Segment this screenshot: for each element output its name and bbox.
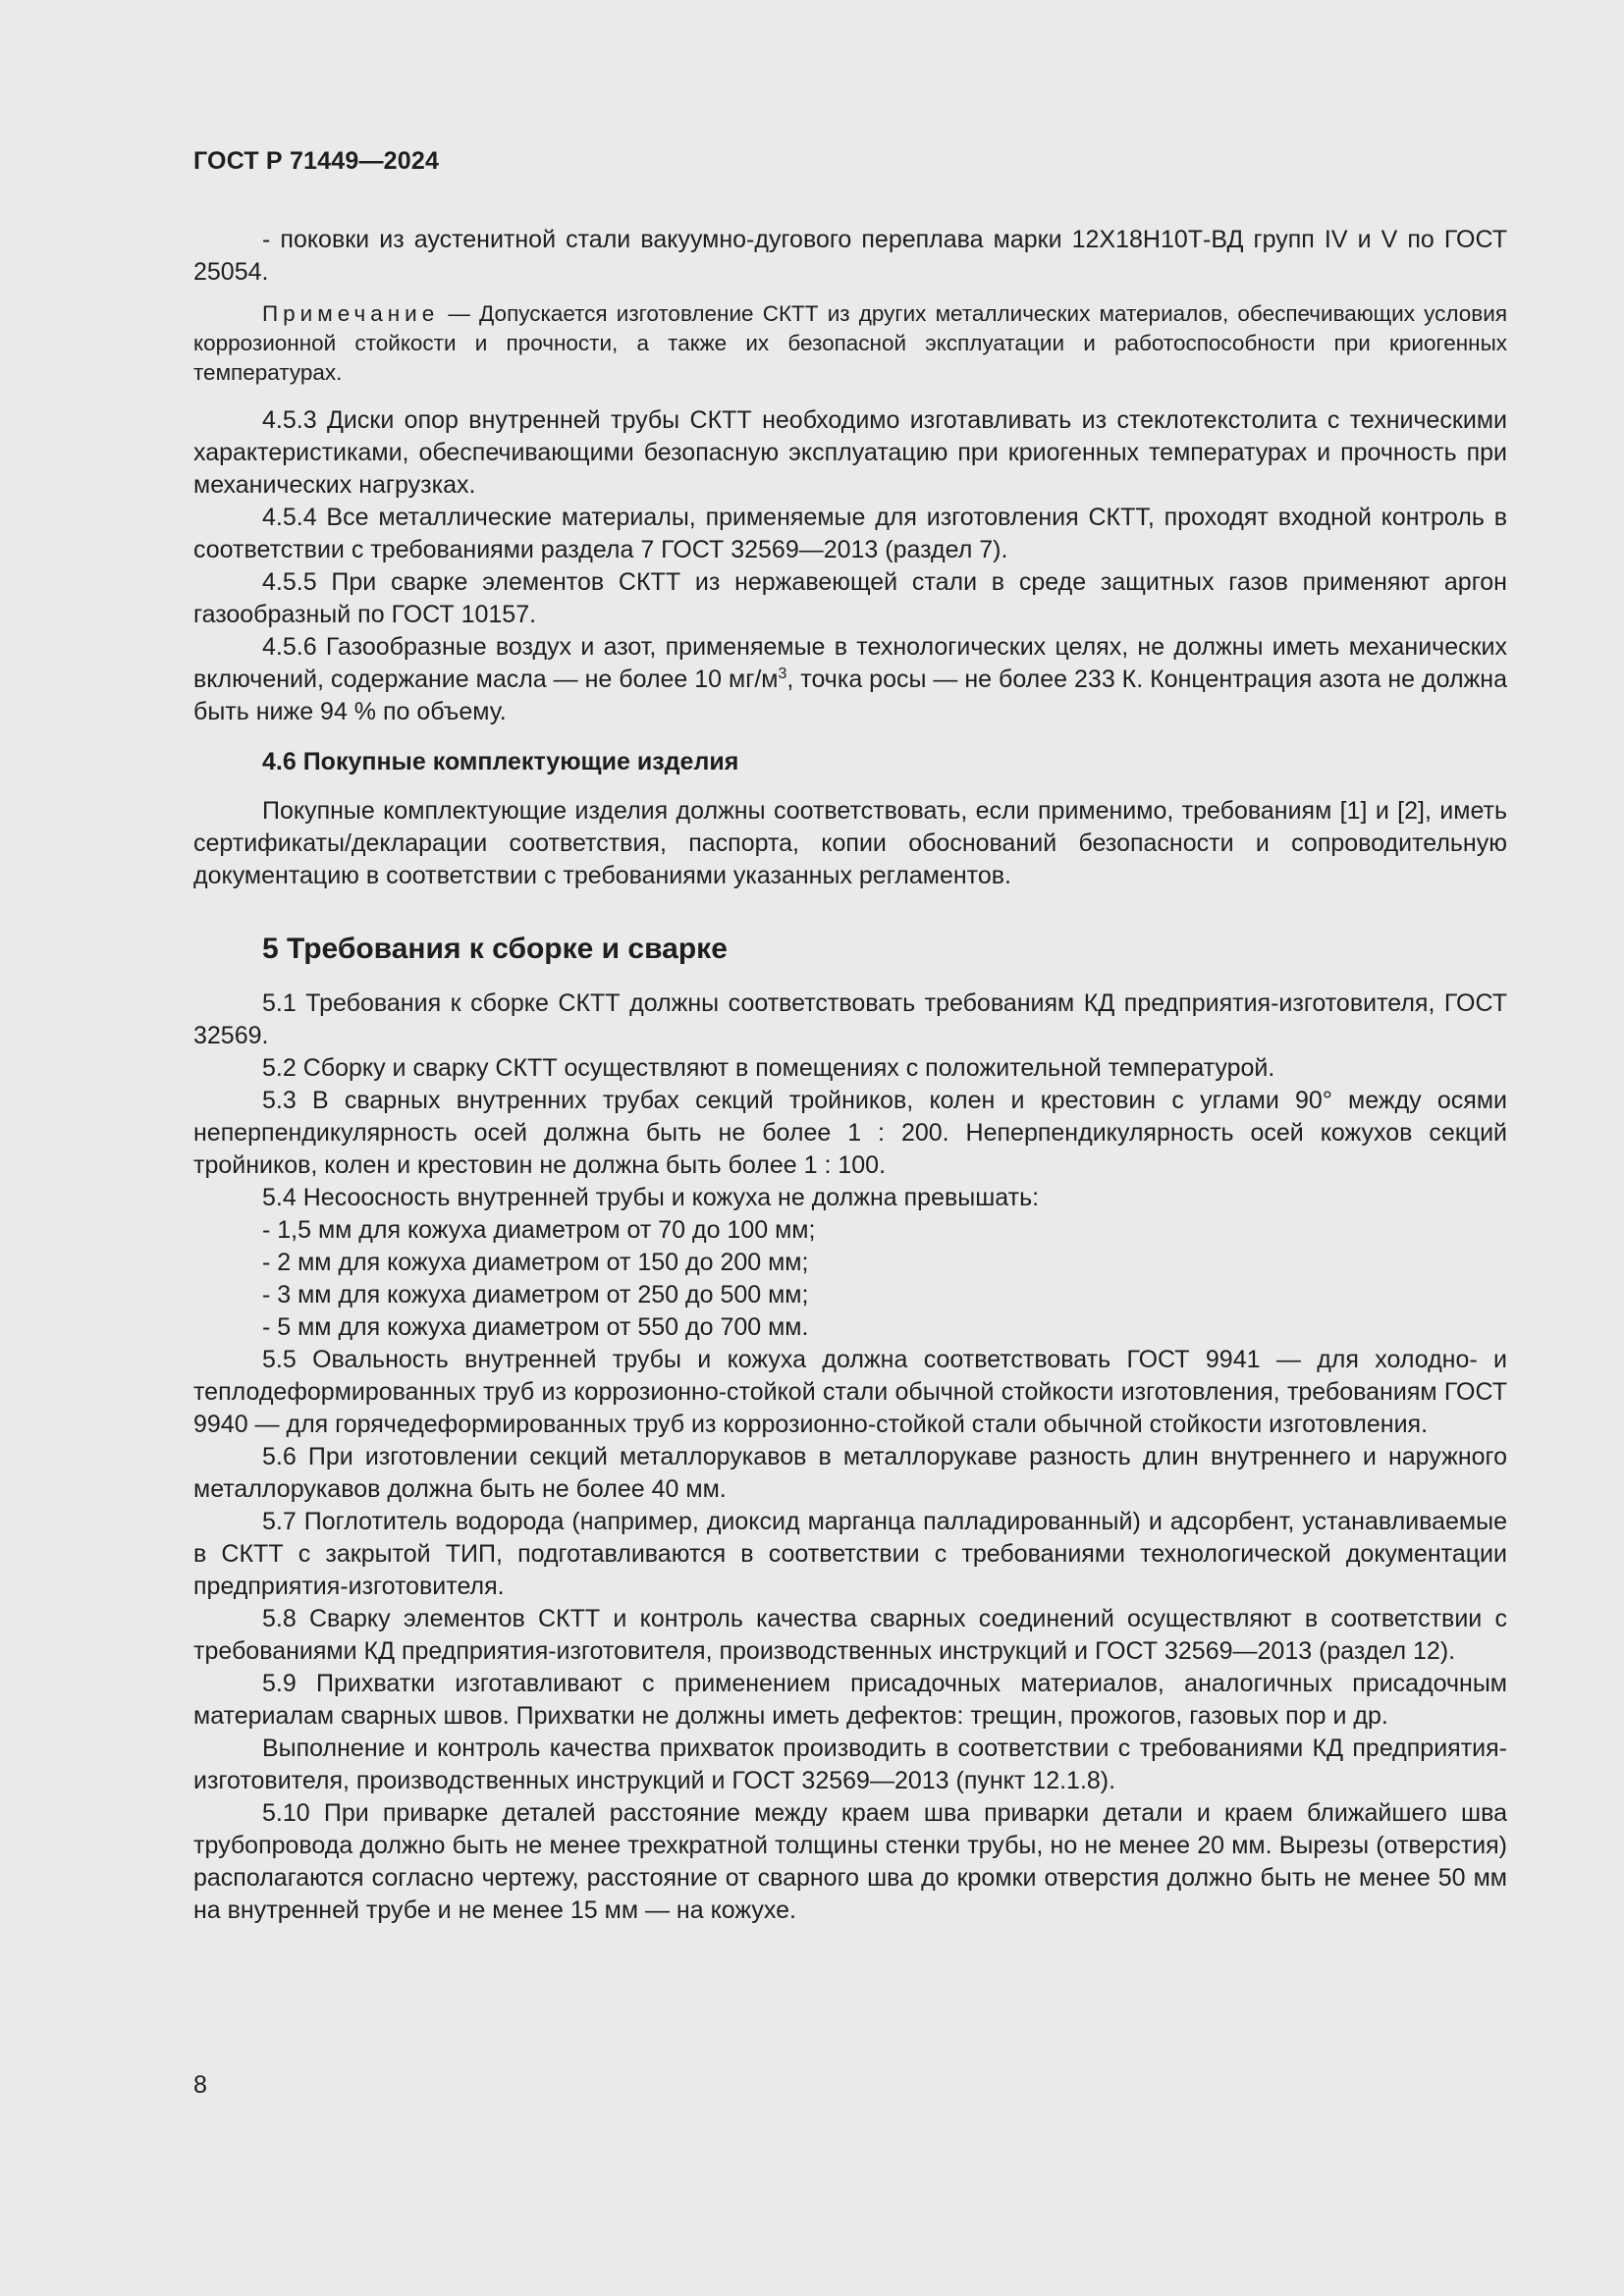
paragraph-5-10: 5.10 При приварке деталей расстояние между краем шва приварки детали и краем ближайшего шва трубопровода должно быть не менее трехкратной толщины стенки трубы, но не менее 20 мм. Вырезы (отверстия) располагаются согласно чертежу, расстояние от сварного шва до кромки отверстия должно быть не менее 50 мм на внутренней трубе и не менее 15 мм — на кожухе. (193, 1799, 1507, 1924)
paragraph-5-3: 5.3 В сварных внутренних трубах секций тройников, колен и крестовин с углами 90° между осями неперпендикулярность осей должна быть не более 1 : 200. Неперпендикулярность осей кожухов секций тройников, колен и крестовин не должна быть более 1 : 100. (193, 1087, 1507, 1179)
document-page (193, 147, 1507, 1927)
list-item: - 1,5 мм для кожуха диаметром от 70 до 100 мм; (262, 1216, 816, 1244)
paragraph-5-8: 5.8 Сварку элементов СКТТ и контроль качества сварных соединений осуществляют в соответствии с требованиями КД предприятия-изготовителя, производственных инструкций и ГОСТ 32569—2013 (раздел 12). (193, 1605, 1507, 1665)
paragraph-5-5: 5.5 Овальность внутренней трубы и кожуха должна соответствовать ГОСТ 9941 — для холодно- и теплодеформированных труб из коррозионно-стойкой стали обычной стойкости изготовления, требованиям ГОСТ 9940 — для горячедеформированных труб из коррозионно-стойкой стали обычной стойкости изготовления. (193, 1346, 1507, 1438)
document-header: ГОСТ Р 71449—2024 (193, 147, 440, 175)
superscript-3: 3 (778, 666, 787, 682)
note (193, 299, 1507, 388)
section-5-title: 5 Требования к сборке и сварке (262, 933, 728, 965)
paragraph-5-9: 5.9 Прихватки изготавливают с применением присадочных материалов, аналогичных присадочным материалам сварных швов. Прихватки не должны иметь дефектов: трещин, прожогов, газовых пор и др. (193, 1670, 1507, 1730)
note-label: Примечание (262, 301, 440, 326)
paragraph-4-5-6-part-b: , точка росы — не более 233 К. Концентрация азота не должна быть ниже 94 % по объему. (193, 666, 1507, 725)
list-item: - 5 мм для кожуха диаметром от 550 до 700 мм. (262, 1313, 809, 1341)
page-number: 8 (193, 2071, 207, 2099)
paragraph-5-9-continued: Выполнение и контроль качества прихваток производить в соответствии с требованиями КД предприятия-изготовителя, производственных инструкций и ГОСТ 32569—2013 (пункт 12.1.8). (193, 1735, 1507, 1794)
paragraph-5-6: 5.6 При изготовлении секций металлорукавов в металлорукаве разность длин внутреннего и наружного металлорукавов должна быть не более 40 мм. (193, 1443, 1507, 1503)
paragraph-4-5-4: 4.5.4 Все металлические материалы, применяемые для изготовления СКТТ, проходят входной контроль в соответствии с требованиями раздела 7 ГОСТ 32569—2013 (раздел 7). (193, 504, 1507, 563)
paragraph-4-6: Покупные комплектующие изделия должны соответствовать, если применимо, требованиям [1] и [2], иметь сертификаты/декларации соответствия, паспорта, копии обоснований безопасности и сопроводительную документацию в соответствии с требованиями указанных регламентов. (193, 797, 1507, 889)
paragraph-4-5-6 (193, 631, 1507, 728)
paragraph-4-5-3: 4.5.3 Диски опор внутренней трубы СКТТ необходимо изготавливать из стеклотекстолита с техническими характеристиками, обеспечивающими безопасную эксплуатацию при криогенных температурах и прочность при механических нагрузках. (193, 406, 1507, 499)
subsection-4-6-title: 4.6 Покупные комплектующие изделия (262, 748, 739, 775)
paragraph-5-2: 5.2 Сборку и сварку СКТТ осуществляют в помещениях с положительной температурой. (262, 1054, 1275, 1082)
paragraph-5-7: 5.7 Поглотитель водорода (например, диоксид марганца палладированный) и адсорбент, устанавливаемые в СКТТ с закрытой ТИП, подготавливаются в соответствии с требованиями технологической документации предприятия-изготовителя. (193, 1508, 1507, 1600)
paragraph-forgings: - поковки из аустенитной стали вакуумно-дугового переплава марки 12Х18Н10Т-ВД групп IV и V по ГОСТ 25054. (193, 226, 1507, 286)
paragraph-4-5-5: 4.5.5 При сварке элементов СКТТ из нержавеющей стали в среде защитных газов применяют аргон газообразный по ГОСТ 10157. (193, 568, 1507, 628)
paragraph-5-1: 5.1 Требования к сборке СКТТ должны соответствовать требованиям КД предприятия-изготовителя, ГОСТ 32569. (193, 989, 1507, 1049)
list-item: - 3 мм для кожуха диаметром от 250 до 500 мм; (262, 1281, 809, 1308)
note-text: — Допускается изготовление СКТТ из других металлических материалов, обеспечивающих условия коррозионной стойкости и прочности, а также их безопасной эксплуатации и работоспособности при криогенных температурах. (193, 301, 1507, 385)
paragraph-4-5-6-part-a: 4.5.6 Газообразные воздух и азот, применяемые в технологических целях, не должны иметь механических включений, содержание масла — не более 10 мг/м (193, 633, 1507, 693)
list-item: - 2 мм для кожуха диаметром от 150 до 200 мм; (262, 1249, 809, 1276)
paragraph-5-4: 5.4 Несоосность внутренней трубы и кожуха не должна превышать: (262, 1184, 1040, 1211)
